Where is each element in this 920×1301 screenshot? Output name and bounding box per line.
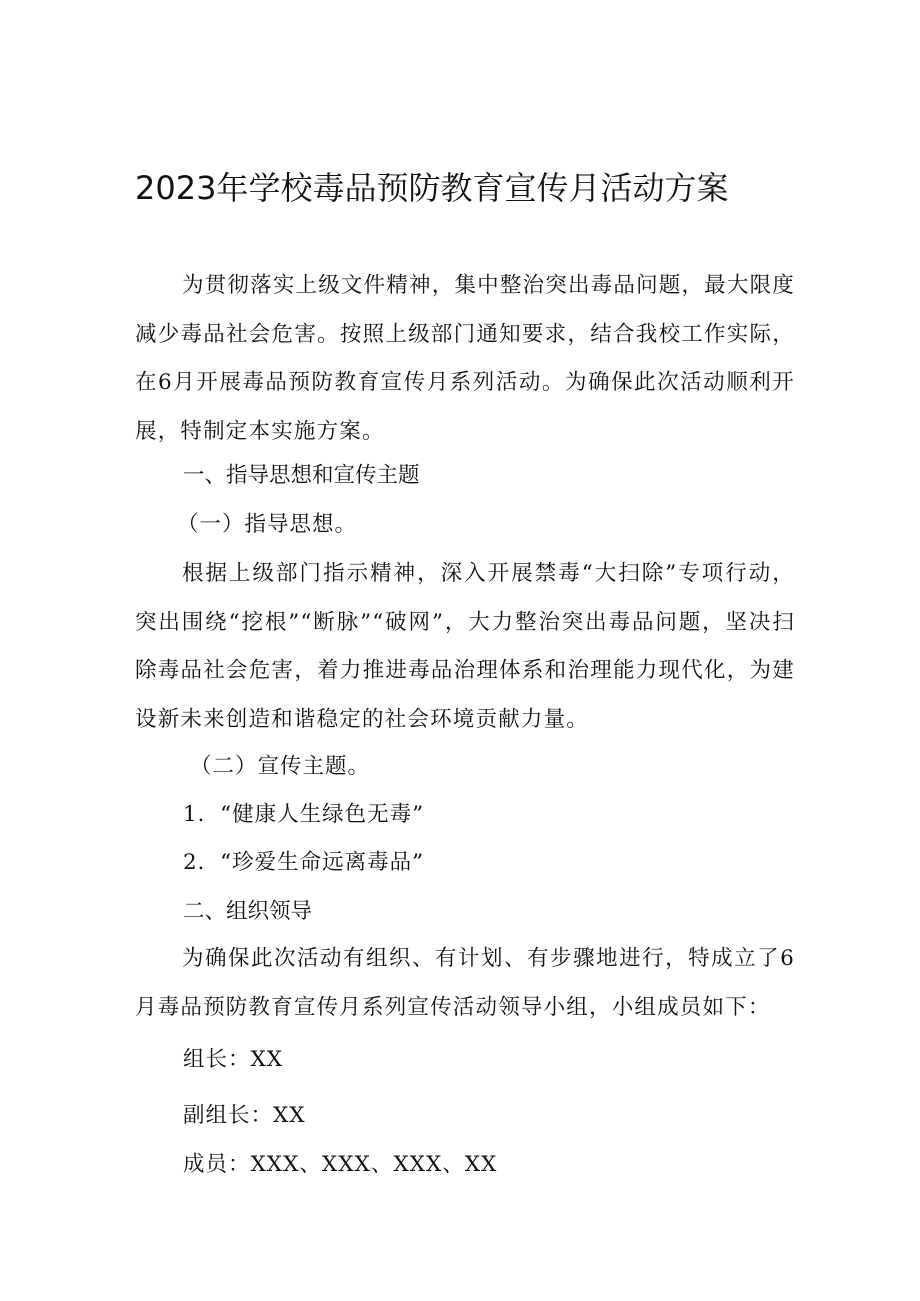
theme-item-2: 2．“珍爱生命远离毒品” [183,850,425,875]
subsection-1-heading: （一）指导思想。 [177,512,358,537]
document-title: 2023年学校毒品预防教育宣传月活动方案 [135,169,729,207]
leader-line: 组长：XX [183,1047,284,1072]
section-2-heading: 二、组织领导 [183,899,313,924]
members-line: 成员：XXX、XXX、XXX、XX [183,1152,498,1177]
section-1-heading: 一、指导思想和宣传主题 [183,463,420,488]
deputy-leader-line: 副组长：XX [183,1103,306,1128]
section-2-body: 为确保此次活动有组织、有计划、有步骤地进行，特成立了6月毒品预防教育宣传月系列宣传活动领导小组，小组成员如下： [135,946,795,1020]
subsection-1-body: 根据上级部门指示精神，深入开展禁毒“大扫除”专项行动，突出围绕“挖根”“断脉”“破网”，大力整治突出毒品问题，坚决扫除毒品社会危害，着力推进毒品治理体系和治理能力现代化，为建设新未来创造和谐稳定的社会环境贡献力量。 [135,561,795,732]
subsection-2-heading: （二）宣传主题。 [190,754,371,779]
theme-item-1: 1．“健康人生绿色无毒” [183,802,425,827]
intro-paragraph: 为贯彻落实上级文件精神，集中整治突出毒品问题，最大限度减少毒品社会危害。按照上级部门通知要求，结合我校工作实际，在6月开展毒品预防教育宣传月系列活动。为确保此次活动顺利开展，特制定本实施方案。 [135,273,795,444]
